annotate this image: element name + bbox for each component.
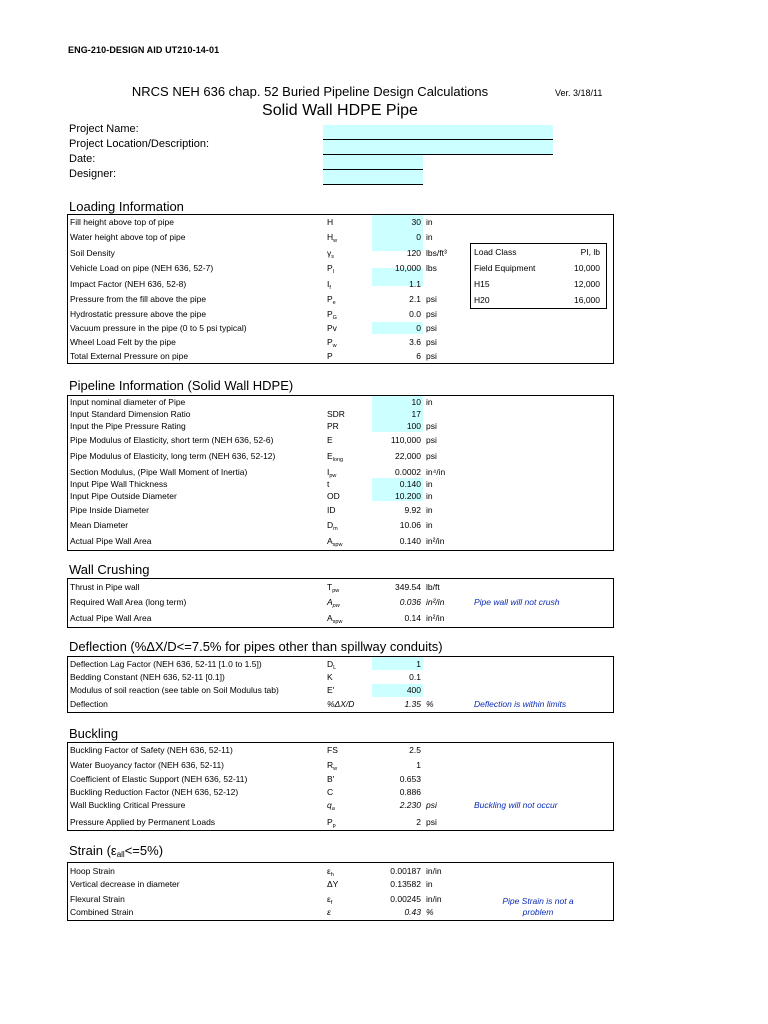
pipeline-section-title: Pipeline Information (Solid Wall HDPE) [69, 378, 294, 393]
load-class-table [470, 243, 607, 309]
row-label: Pressure from the fill above the pipe [70, 294, 207, 304]
row-value: 120 [406, 248, 421, 258]
designer-field[interactable] [323, 170, 423, 185]
row-value: 1.1 [409, 279, 421, 289]
row-unit: in [426, 217, 433, 227]
project-location-field[interactable] [323, 140, 553, 155]
load-class-row: H20 16,000 [474, 295, 600, 305]
buckling-section-title: Buckling [69, 726, 119, 741]
row-symbol: $\gamma_s$ [327, 248, 334, 260]
row-unit: psi [426, 337, 437, 347]
row-label: Water height above top of pipe [70, 232, 186, 242]
row-value: 0 [416, 232, 421, 242]
deflection-section-title: Deflection (%ΔX/D<=7.5% for pipes other than spillway conduits) [69, 639, 443, 654]
page-title: NRCS NEH 636 chap. 52 Buried Pipeline Design Calculations [131, 84, 489, 99]
row-value: 10,000 [395, 263, 421, 273]
project-name-label: Project Name: [69, 123, 139, 135]
row-unit: lbs/ft³ [426, 248, 447, 258]
row-value: 6 [416, 351, 421, 361]
document-code: ENG-210-DESIGN AID UT210-14-01 [68, 45, 220, 55]
row-label: Soil Density [70, 248, 115, 258]
row-label: Vacuum pressure in the pipe (0 to 5 psi typical) [70, 323, 247, 333]
row-symbol: $I_f$ [327, 279, 331, 291]
designer-label: Designer: [69, 168, 117, 180]
row-label: Wheel Load Felt by the pipe [70, 337, 176, 347]
crushing-table: Thrust in Pipe wall $T_{pw}$ 349.54 lb/ft Required Wall Area (long term) $A_{pw}$ 0.036 in²/in Actual Pipe Wall Area $A_{spw}$ 0.14 in²/in Pipe wall will not crush [67, 578, 614, 628]
row-label: Impact Factor (NEH 636, 52-8) [70, 279, 187, 289]
date-label: Date: [69, 153, 96, 165]
row-symbol: $P_e$ [327, 294, 336, 306]
row-unit: psi [426, 323, 437, 333]
row-unit: psi [426, 294, 437, 304]
row-label: Vehicle Load on pipe (NEH 636, 52-7) [70, 263, 214, 273]
row-value: 0 [416, 323, 421, 333]
buckling-result-note: Buckling will not occur [474, 800, 558, 810]
row-symbol: $P_G$ [327, 309, 337, 321]
buckling-table: Buckling Factor of Safety (NEH 636, 52-11) FS 2.5 Water Buoyancy factor (NEH 636, 52-11) $R_w$ 1 Coefficient of Elastic Support (NEH 636, 52-11) B' 0.653 Buckling Reduction Factor (NEH 636, 52-12) C 0.886 Wall Buckling Critical Pressure $q_a$ 2.230 psi Pressure Applied by Permanent Loads $P_p$ 2 psi Buckling will not occur [67, 742, 614, 831]
loading-table [67, 214, 614, 364]
pipeline-table: Input nominal diameter of Pipe 10 in Input Standard Dimension Ratio SDR 17 Input the Pipe Pressure Rating PR 100 psi Pipe Modulus of Elasticity, short term (NEH 636, 52-6) E 110,000 psi Pipe Modulus of Elasticity, long term (NEH 636, 52-12) $E_{long}$ 22,000 psi Section Modulus, (Pipe Wall Moment of Inertia) $I_{pw}$ 0.0002 in⁴/in Input Pipe Wall Thickness t 0.140 in Input Pipe Outside Diameter OD 10.200 in Pipe Inside Diameter ID 9.92 in Mean Diameter $D_m$ 10.06 in Actual Pipe Wall Area $A_{spw}$ 0.140 in²/in [67, 395, 614, 551]
row-unit: psi [426, 309, 437, 319]
row-symbol: H [327, 217, 334, 227]
row-unit: in [426, 232, 433, 242]
row-label: Hydrostatic pressure above the pipe [70, 309, 207, 319]
strain-section-title: Strain $(\varepsilon_{all}<=5\%)$ [69, 843, 164, 859]
strain-result-note: Pipe Strain is not a problem [502, 896, 574, 917]
row-value: 30 [411, 217, 421, 227]
loading-section-title: Loading Information [69, 199, 184, 214]
row-label: Fill height above top of pipe [70, 217, 174, 227]
page-subtitle: Solid Wall HDPE Pipe [262, 102, 418, 119]
row-unit: lbs [426, 263, 437, 273]
row-symbol: $P_l$ [327, 263, 334, 275]
version-label: Ver. 3/18/11 [555, 88, 603, 98]
row-symbol: Pv [327, 323, 337, 333]
crushing-result-note: Pipe wall will not crush [474, 597, 560, 607]
load-class-row: H15 12,000 [474, 279, 600, 289]
row-unit: psi [426, 351, 437, 361]
date-field[interactable] [323, 155, 423, 170]
row-symbol: P [327, 351, 333, 361]
project-location-label: Project Location/Description: [69, 138, 210, 150]
deflection-table: Deflection Lag Factor (NEH 636, 52-11 [1.0 to 1.5]) $D_L$ 1 Bedding Constant (NEH 636, 52-11 [0.1]) K 0.1 Modulus of soil reaction (see table on Soil Modulus tab) E' 400 Deflection %ΔX/D 1.35 % Deflection is within limits [67, 656, 614, 713]
project-name-field[interactable] [323, 125, 553, 140]
crushing-section-title: Wall Crushing [69, 562, 150, 577]
row-value: 2.1 [409, 294, 421, 304]
row-symbol: $P_w$ [327, 337, 337, 349]
deflection-result-note: Deflection is within limits [474, 699, 567, 709]
row-value: 0.0 [409, 309, 421, 319]
load-class-header: Load Class PI, lb [474, 247, 600, 257]
row-symbol: $H_w$ [327, 232, 338, 244]
row-label: Total External Pressure on pipe [70, 351, 189, 361]
load-class-row: Field Equipment 10,000 [474, 263, 600, 273]
row-value: 3.6 [409, 337, 421, 347]
strain-table: Hoop Strain $\varepsilon_h$ 0.00187 in/in Vertical decrease in diameter ΔY 0.13582 in Flexural Strain $\varepsilon_f$ 0.00245 in/in Combined Strain ε 0.43 % Pipe Strain is not a problem [67, 862, 614, 921]
